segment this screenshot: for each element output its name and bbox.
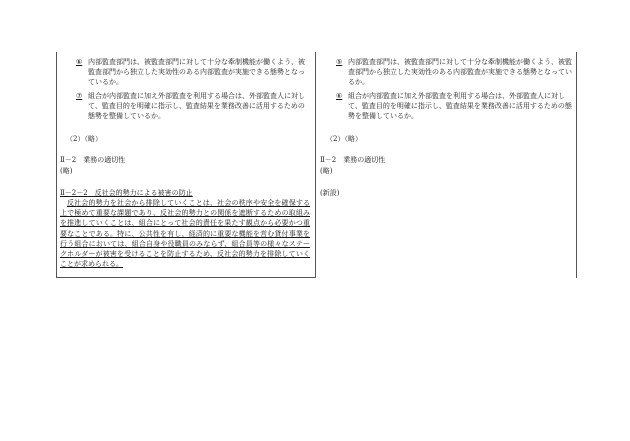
subsection-2: （2）（略） bbox=[326, 135, 362, 144]
column-border-right bbox=[576, 52, 577, 278]
subsection-2: （2）（略） bbox=[66, 135, 102, 144]
item-number: ⑦ bbox=[76, 91, 83, 100]
section-title: Ⅱ－2 業務の適切性 bbox=[60, 156, 126, 165]
new-section-body: 反社会的勢力を社会から排除していくことは、社会の秩序や安全を確保する上で極めて重要な課題であり、反社会的勢力との関係を遮断するための取組みを推進していくことは、組合にとって社会的責任を果たす観点から必要かつ重要なことである。特に、公共性を有し、経済的に重要な機能を営む貸付事業を行う組合においては、組合自身や役職員のみならず、組合員等の様々なステークホルダーが被害を受けることを防止するため、反社会的勢力を排除していくことが求められる。 bbox=[60, 199, 310, 269]
item-number: ⑥ bbox=[336, 91, 343, 100]
item-number: ⑤ bbox=[336, 58, 343, 66]
item-7-left bbox=[60, 91, 310, 122]
item-6-right bbox=[320, 91, 572, 122]
section-omitted: (略) bbox=[60, 166, 73, 175]
revised-column bbox=[60, 57, 310, 269]
item-text: 内部監査部門は、被監査部門に対して十分な牽制機能が働くよう、被監査部門から独立した実効性のある内部監査が実施できる態勢となっているか。 bbox=[348, 58, 572, 87]
item-text: 組合が内部監査に加え外部監査を利用する場合は、外部監査人に対して、監査目的を明確に指示し、監査結果を業務改善に活用するための態勢を整備しているか。 bbox=[348, 91, 572, 121]
section-title: Ⅱ－2 業務の適切性 bbox=[320, 156, 386, 165]
item-6-left bbox=[60, 57, 310, 88]
bottom-underline bbox=[56, 277, 316, 278]
section-omitted: (略) bbox=[320, 166, 333, 175]
new-establishment-label: (新設) bbox=[320, 188, 340, 197]
column-border-left bbox=[56, 52, 57, 278]
item-5-right bbox=[320, 57, 572, 88]
item-text: 組合が内部監査に加え外部監査を利用する場合は、外部監査人に対して、監査目的を明確に指示し、監査結果を業務改善に活用するための態勢を整備しているか。 bbox=[88, 91, 305, 121]
item-text: 内部監査部門は、被監査部門に対して十分な牽制機能が働くよう、被監査部門から独立した実効性のある内部監査が実施できる態勢となっているか。 bbox=[88, 58, 305, 87]
new-section-heading: Ⅱ－2－2 反社会的勢力による被害の防止 bbox=[60, 188, 193, 197]
current-column bbox=[320, 57, 572, 198]
item-number: ⑥ bbox=[76, 58, 83, 66]
column-border-middle bbox=[315, 52, 316, 278]
